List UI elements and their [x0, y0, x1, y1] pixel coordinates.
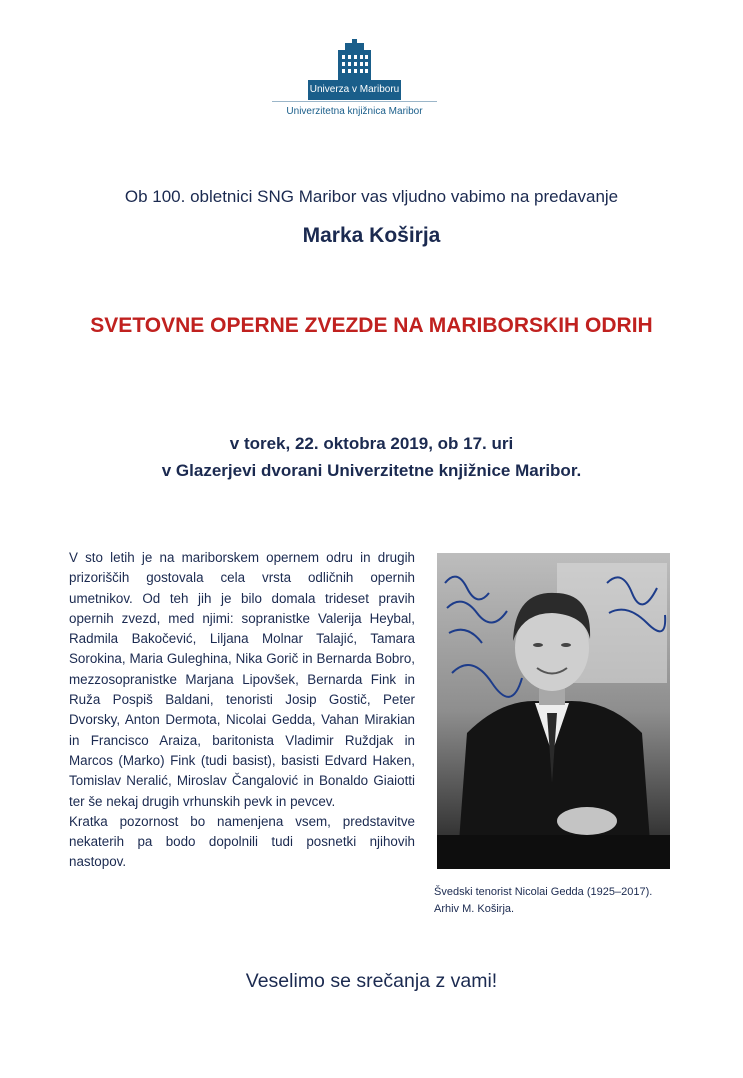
logo-divider — [272, 101, 437, 102]
lecture-title: SVETOVNE OPERNE ZVEZDE NA MARIBORSKIH ODRIH — [90, 314, 653, 337]
library-name: Univerzitetna knjižnica Maribor — [286, 106, 423, 117]
description-paragraph-1: V sto letih je na mariborskem opernem odru in drugih prizoriščih gostovala cela vrsta odličnih opernih umetnikov. Od teh jih je bilo domala trideset pravih opernih zvezd, med njimi: sopranistke Valerija Heybal, Radmila Bakočević, Liljana Molnar Talajić, Tamara Sorokina, Maria Guleghina, Nika Gorič in Bernarda Bobro, mezzosopranistke Marjana Lipovšek, Bernarda Fink in Ruža Pospiš Baldani, tenoristi Josip Gostič, Peter Dvorsky, Anton Dermota, Nicolai Gedda, Vahan Mirakian in Francisco Araiza, baritonista Vladimir Ruždjak in Marcos (Marko) Fink (tudi basist), basisti Edvard Haken, Tomislav Neralić, Miroslav Čangalović in Bonaldo Giaiotti ter še nekaj drugih vrhunskih pevk in pevcev. — [69, 550, 415, 809]
description-paragraph-2: Kratka pozornost bo namenjena vsem, predstavitve nekaterih pa bodo dopolnili tudi posnetki njihovih nastopov. — [69, 813, 415, 870]
event-date: v torek, 22. oktobra 2019, ob 17. uri — [229, 434, 514, 453]
event-venue: v Glazerjevi dvorani Univerzitetne knjižnice Maribor. — [161, 461, 582, 480]
portrait-photo — [437, 553, 670, 869]
university-name: Univerza v Mariboru — [308, 80, 401, 100]
event-details — [0, 430, 743, 484]
lecture-description — [69, 548, 415, 873]
caption-line-1: Švedski tenorist Nicolai Gedda (1925–2017). — [434, 886, 653, 898]
speaker-name: Marka Koširja — [302, 224, 441, 247]
invitation-text: Ob 100. obletnici SNG Maribor vas vljudno vabimo na predavanje — [124, 187, 619, 206]
photo-caption — [434, 884, 694, 918]
caption-line-2: Arhiv M. Koširja. — [434, 903, 515, 915]
portrait-image — [437, 553, 670, 869]
closing-text: Veselimo se srečanja z vami! — [245, 970, 498, 992]
